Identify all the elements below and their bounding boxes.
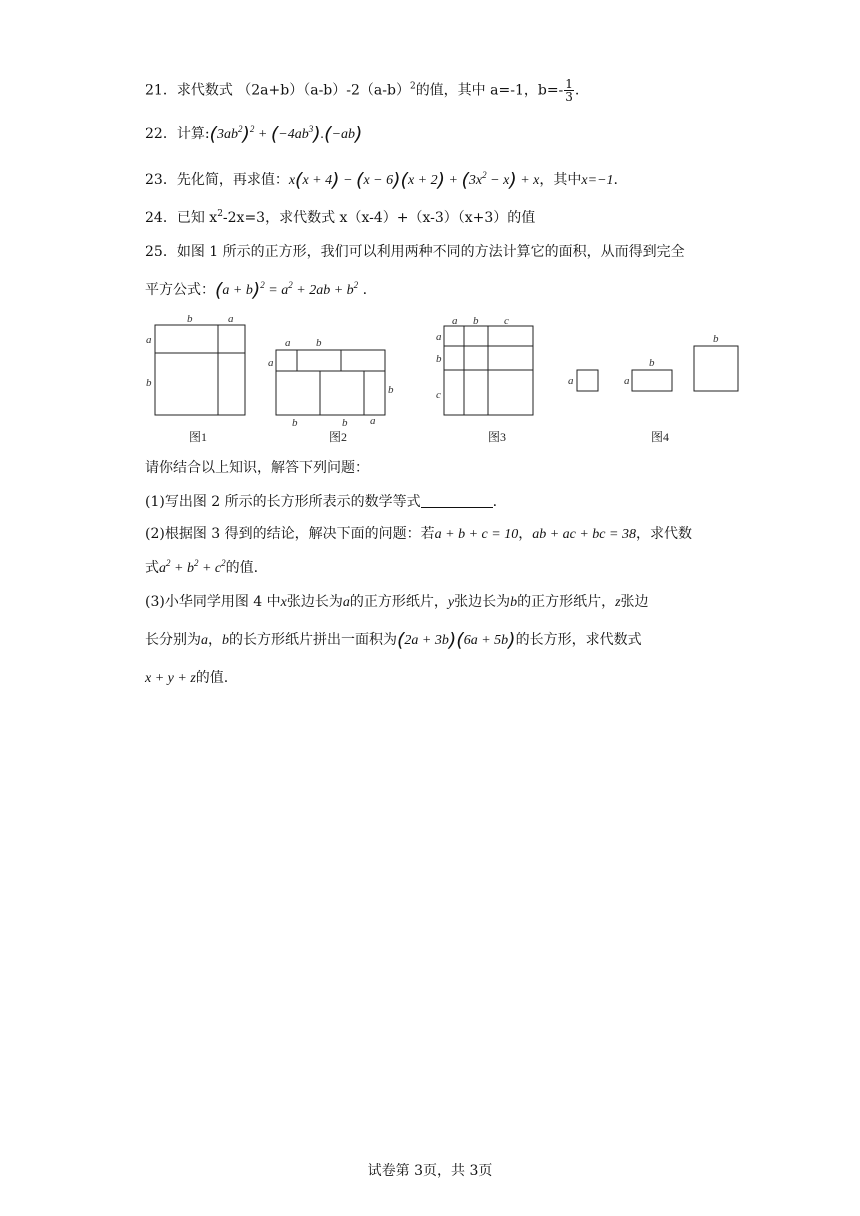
- separator: ，: [208, 632, 222, 648]
- fig2-label-bottom-a: a: [370, 415, 376, 427]
- separator: ，: [518, 526, 533, 542]
- figures-area: [140, 308, 750, 448]
- fig3-label-left-a: a: [436, 331, 442, 343]
- figure-1: [155, 325, 245, 415]
- fig1-label-left-a: a: [146, 334, 152, 346]
- fig1-label-top-a: a: [228, 313, 234, 325]
- question-text: 求代数式 （2a+b）（a-b）-2（a-b）: [176, 82, 410, 99]
- figure-3: [444, 326, 533, 415]
- fig2-label-top-b: b: [316, 337, 322, 349]
- exponent: 2: [217, 209, 223, 219]
- answer-blank[interactable]: [421, 493, 493, 508]
- part-3-text: 长分别为: [145, 632, 201, 648]
- question-21: [145, 78, 579, 103]
- question-text: 计算:: [176, 126, 210, 142]
- fig4-label-small-a: a: [568, 375, 574, 387]
- fig4-label-rect-b: b: [649, 357, 655, 369]
- expression: $x(x + 4) - (x - 6)(x + 2) + (3x^2 - x) + x$: [288, 169, 540, 191]
- question-text: 的值，其中 a=-1，b=-: [415, 82, 564, 99]
- fig2-label-bottom-b: b: [292, 417, 298, 429]
- question-text: 平方公式：: [145, 282, 215, 298]
- fig4-label-big-b: b: [713, 333, 719, 345]
- figure-3-caption: 图3: [487, 430, 507, 444]
- question-text: 先化简，再求值：: [176, 172, 289, 188]
- part-3: [145, 592, 649, 613]
- part-2-cont: [145, 558, 258, 579]
- part-3-text: 张边: [620, 594, 649, 610]
- figure-4-caption: 图4: [650, 430, 670, 444]
- figure-2: [276, 350, 385, 415]
- part-2-text: 的值.: [225, 560, 259, 576]
- area-expression: (2a + 3b)(6a + 5b): [397, 629, 516, 651]
- small-square: [577, 370, 598, 391]
- question-number: 22．: [145, 126, 177, 142]
- part-3-text: 张边长为: [454, 594, 511, 610]
- fig3-label-top-a: a: [452, 315, 458, 327]
- part-2-text: ，求代数: [635, 526, 692, 542]
- var-z: z: [615, 595, 621, 610]
- part-3-text: 的值.: [195, 670, 229, 686]
- condition: x=−1: [581, 173, 614, 188]
- part-3-text: 的长方形，求代数式: [515, 632, 642, 648]
- fig3-label-top-b: b: [473, 315, 479, 327]
- figure-2-caption: 图2: [328, 430, 348, 444]
- question-24: [145, 208, 535, 228]
- square-formula: $(a + b)^2 = a^2 + 2ab + b^2$: [215, 279, 359, 301]
- expression-squares: $a^2 + b^2 + c^2$: [159, 558, 226, 576]
- equation-sum: a + b + c = 10: [434, 527, 519, 542]
- part-1-text: (1)写出图 2 所示的长方形所表示的数学等式: [145, 494, 421, 510]
- instruction-text: 请你结合以上知识，解答下列问题：: [145, 460, 369, 476]
- fig1-label-top-b: b: [187, 313, 193, 325]
- var-x: x: [280, 595, 287, 610]
- large-square: [694, 346, 738, 391]
- var-b: b: [510, 595, 518, 610]
- fig1-label-left-b: b: [146, 377, 152, 389]
- figure-4: [577, 346, 738, 391]
- expression: $(3ab^2)^2 + (-4ab^3).(-ab)$: [209, 123, 363, 145]
- part-3-text: 的长方形纸片拼出一面积为: [229, 632, 397, 648]
- var-a: a: [201, 633, 208, 648]
- equation-products: ab + ac + bc = 38: [532, 527, 636, 542]
- instruction: [145, 458, 369, 478]
- question-text: -2x=3，求代数式 x（x-4）+（x-3）（x+3）的值: [222, 210, 536, 226]
- question-text: ，其中: [539, 172, 582, 188]
- question-25: [145, 242, 685, 262]
- var-a: a: [342, 595, 350, 610]
- question-number: 25．: [145, 244, 177, 260]
- question-23: [145, 170, 618, 191]
- part-3-text: 的正方形纸片，: [349, 594, 448, 610]
- part-3-cont: [145, 630, 642, 651]
- fig3-label-left-c: c: [436, 389, 441, 401]
- part-1: [145, 492, 497, 512]
- period: .: [492, 494, 498, 510]
- fig2-label-bottom-b2: b: [342, 417, 348, 429]
- var-y: y: [447, 595, 455, 610]
- question-22: [145, 124, 362, 145]
- period: .: [574, 82, 580, 99]
- fig3-label-top-c: c: [504, 315, 509, 327]
- part-2-text: 式: [145, 560, 159, 576]
- fig3-label-left-b: b: [436, 353, 442, 365]
- figure-1-caption: 图1: [188, 430, 208, 444]
- fig4-label-rect-a: a: [624, 375, 630, 387]
- fig2-label-left-a: a: [268, 357, 274, 369]
- question-25-formula-line: 平方公式：$(a + b)^2 = a^2 + 2ab + b^2$ .: [145, 279, 368, 301]
- fraction-denominator: 3: [565, 90, 573, 104]
- part-3-text: 张边长为: [286, 594, 343, 610]
- question-number: 21．: [145, 82, 177, 99]
- sum-expression: x + y + z: [145, 671, 196, 686]
- question-number: 24．: [145, 210, 177, 226]
- rectangle-piece: [632, 370, 672, 391]
- part-2: [145, 524, 692, 545]
- part-3-text: 的正方形纸片，: [517, 594, 616, 610]
- question-text: 已知 x: [176, 210, 218, 226]
- part-2-text: (2)根据图 3 得到的结论，解决下面的问题：若: [145, 526, 435, 542]
- fraction: [564, 78, 574, 103]
- fig2-label-right-b: b: [388, 384, 394, 396]
- period: .: [613, 172, 618, 188]
- question-number: 23．: [145, 172, 177, 188]
- page-footer: 试卷第 3页，共 3页: [367, 1163, 493, 1179]
- part-3-text: (3)小华同学用图 4 中: [145, 594, 281, 610]
- var-b: b: [222, 633, 229, 648]
- exponent: 2: [409, 81, 416, 92]
- fig2-label-top-a: a: [285, 337, 291, 349]
- question-text: 如图 1 所示的正方形，我们可以利用两种不同的方法计算它的面积，从而得到完全: [176, 244, 685, 260]
- part-3-end: [145, 668, 228, 689]
- fraction-numerator: 1: [565, 77, 573, 91]
